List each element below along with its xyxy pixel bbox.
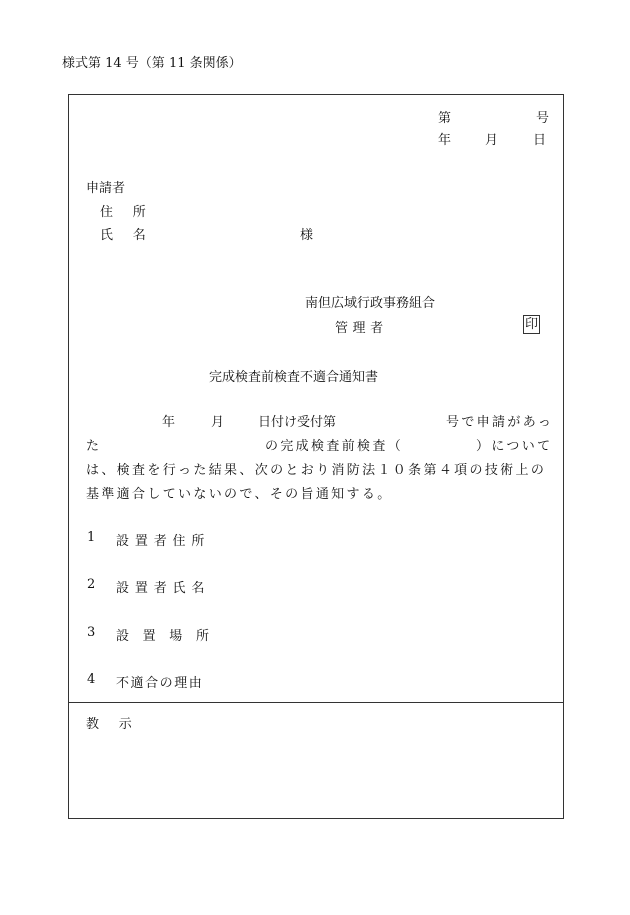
- date-year: 年: [438, 133, 452, 148]
- item-number: 2: [87, 577, 96, 592]
- seal-mark: 印: [525, 317, 539, 332]
- item-label: 設置者住所: [116, 534, 211, 549]
- item-label: 設置者氏名: [116, 581, 211, 596]
- body-line1-end: 号で申請があっ: [446, 415, 554, 430]
- issuer-title: 管理者: [335, 321, 388, 336]
- number-suffix: 号: [536, 111, 550, 126]
- item-number: 1: [87, 530, 96, 545]
- honorific-sama: 様: [300, 228, 314, 243]
- number-prefix: 第: [438, 111, 452, 126]
- item-label: 設置場所: [116, 629, 223, 644]
- body-line1-month: 月: [211, 415, 225, 430]
- date-day: 日: [533, 133, 547, 148]
- document-title: 完成検査前検査不適合通知書: [209, 370, 379, 385]
- section-divider: [69, 702, 563, 703]
- document-frame: [68, 94, 564, 819]
- item-label: 不適合の理由: [116, 676, 204, 691]
- body-line2-mid: の完成検査前検査（: [265, 439, 404, 454]
- body-line4: 基準適合していないので、その旨通知する。: [86, 487, 393, 502]
- instruction-label: 教 示: [86, 717, 140, 732]
- body-line2-end: ）について: [476, 439, 553, 454]
- body-line2-start: た: [86, 439, 100, 454]
- item-number: 3: [87, 625, 96, 640]
- body-line1-year: 年: [162, 415, 176, 430]
- date-month: 月: [485, 133, 499, 148]
- issuer-organization: 南但広域行政事務組合: [305, 296, 436, 311]
- form-number-label: 様式第 14 号（第 11 条関係）: [62, 56, 242, 71]
- applicant-address-label: 住 所: [100, 205, 154, 220]
- body-line3: は、検査を行った結果、次のとおり消防法１０条第４項の技術上の: [86, 463, 547, 478]
- applicant-name-label: 氏 名: [100, 228, 154, 243]
- applicant-heading: 申請者: [86, 181, 126, 196]
- item-number: 4: [87, 672, 96, 687]
- body-line1-rest: 日付け受付第: [258, 415, 337, 430]
